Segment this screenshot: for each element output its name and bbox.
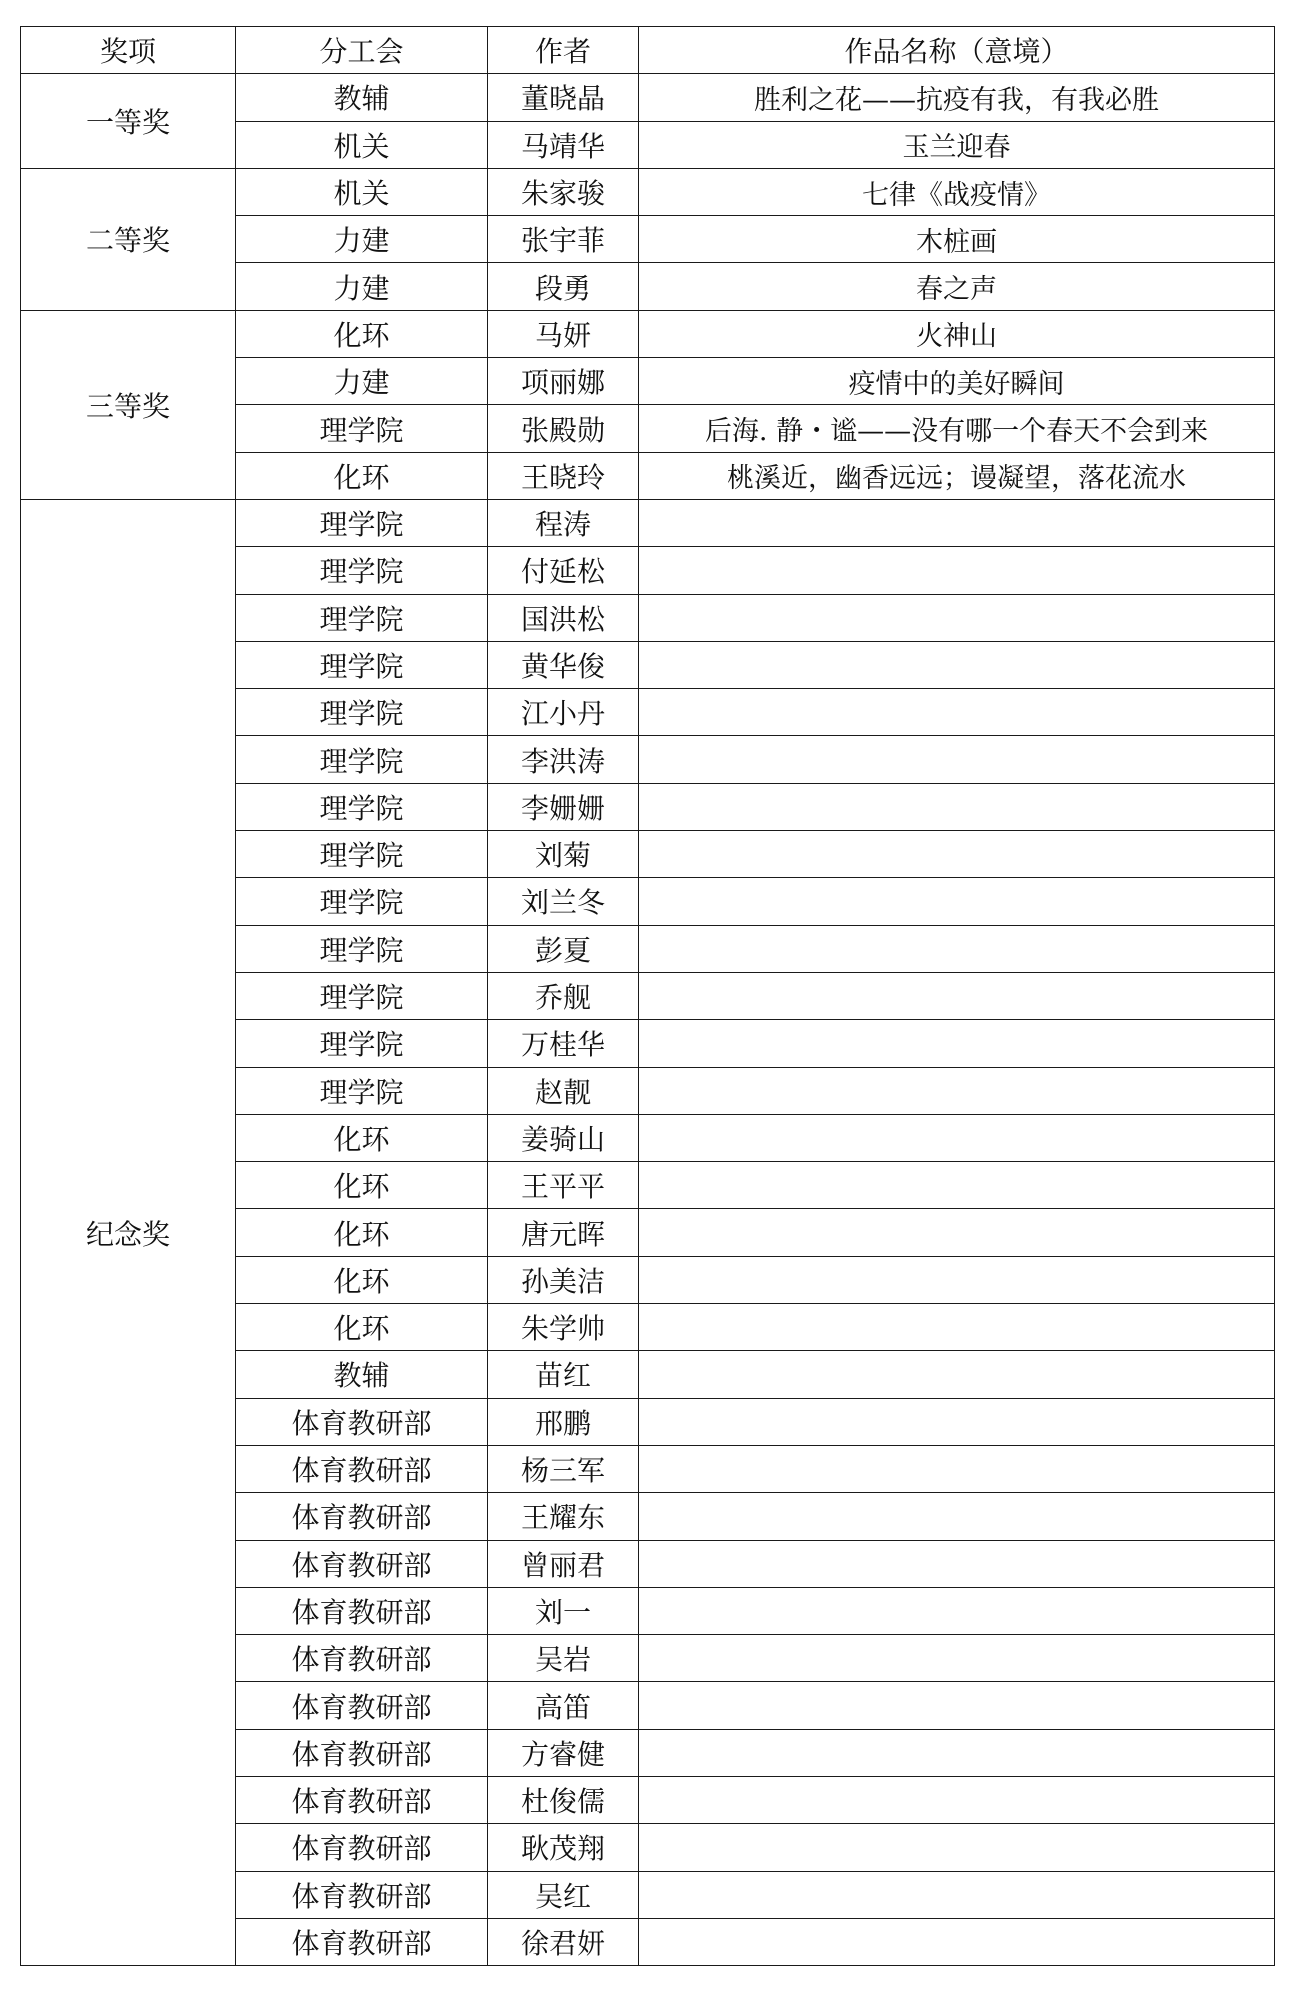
branch-cell: 化环 [236, 1256, 488, 1303]
author-cell: 马妍 [488, 310, 639, 357]
author-cell: 张殿勋 [488, 405, 639, 452]
branch-cell: 理学院 [236, 689, 488, 736]
author-cell: 邢鹏 [488, 1398, 639, 1445]
award-level-cell: 三等奖 [21, 310, 236, 499]
header-title: 作品名称（意境） [639, 27, 1275, 74]
award-table [20, 26, 1275, 1966]
work-title-cell [639, 547, 1275, 594]
work-title-cell [639, 499, 1275, 546]
work-title-cell [639, 1256, 1275, 1303]
branch-cell: 教辅 [236, 1351, 488, 1398]
work-title-cell [639, 1682, 1275, 1729]
author-cell: 方睿健 [488, 1729, 639, 1776]
work-title-cell [639, 1540, 1275, 1587]
award-level-cell: 二等奖 [21, 168, 236, 310]
branch-cell: 力建 [236, 263, 488, 310]
author-cell: 国洪松 [488, 594, 639, 641]
author-cell: 付延松 [488, 547, 639, 594]
branch-cell: 体育教研部 [236, 1776, 488, 1823]
author-cell: 王晓玲 [488, 452, 639, 499]
branch-cell: 化环 [236, 310, 488, 357]
branch-cell: 体育教研部 [236, 1918, 488, 1965]
author-cell: 吴岩 [488, 1635, 639, 1682]
work-title-cell [639, 1824, 1275, 1871]
work-title-cell [639, 1587, 1275, 1634]
work-title-cell: 七律《战疫情》 [639, 168, 1275, 215]
work-title-cell [639, 925, 1275, 972]
work-title-cell [639, 1067, 1275, 1114]
author-cell: 黄华俊 [488, 641, 639, 688]
author-cell: 王耀东 [488, 1493, 639, 1540]
work-title-cell: 疫情中的美好瞬间 [639, 358, 1275, 405]
branch-cell: 理学院 [236, 736, 488, 783]
work-title-cell: 玉兰迎春 [639, 121, 1275, 168]
author-cell: 唐元晖 [488, 1209, 639, 1256]
work-title-cell [639, 1493, 1275, 1540]
header-award: 奖项 [21, 27, 236, 74]
branch-cell: 理学院 [236, 783, 488, 830]
author-cell: 彭夏 [488, 925, 639, 972]
branch-cell: 理学院 [236, 405, 488, 452]
branch-cell: 化环 [236, 452, 488, 499]
branch-cell: 体育教研部 [236, 1682, 488, 1729]
branch-cell: 体育教研部 [236, 1587, 488, 1634]
header-author: 作者 [488, 27, 639, 74]
branch-cell: 机关 [236, 168, 488, 215]
branch-cell: 机关 [236, 121, 488, 168]
author-cell: 刘菊 [488, 831, 639, 878]
work-title-cell: 春之声 [639, 263, 1275, 310]
work-title-cell [639, 972, 1275, 1019]
branch-cell: 化环 [236, 1304, 488, 1351]
header-branch: 分工会 [236, 27, 488, 74]
work-title-cell [639, 594, 1275, 641]
branch-cell: 体育教研部 [236, 1398, 488, 1445]
author-cell: 董晓晶 [488, 74, 639, 121]
author-cell: 朱家骏 [488, 168, 639, 215]
branch-cell: 体育教研部 [236, 1493, 488, 1540]
branch-cell: 化环 [236, 1114, 488, 1161]
header-row [21, 27, 1275, 74]
author-cell: 吴红 [488, 1871, 639, 1918]
branch-cell: 理学院 [236, 594, 488, 641]
branch-cell: 体育教研部 [236, 1871, 488, 1918]
author-cell: 高笛 [488, 1682, 639, 1729]
author-cell: 杨三军 [488, 1445, 639, 1492]
author-cell: 程涛 [488, 499, 639, 546]
work-title-cell [639, 1398, 1275, 1445]
author-cell: 杜俊儒 [488, 1776, 639, 1823]
author-cell: 乔舰 [488, 972, 639, 1019]
work-title-cell [639, 1776, 1275, 1823]
work-title-cell [639, 783, 1275, 830]
author-cell: 曾丽君 [488, 1540, 639, 1587]
work-title-cell [639, 1209, 1275, 1256]
branch-cell: 化环 [236, 1209, 488, 1256]
work-title-cell: 后海. 静・谧——没有哪一个春天不会到来 [639, 405, 1275, 452]
author-cell: 段勇 [488, 263, 639, 310]
work-title-cell [639, 878, 1275, 925]
work-title-cell [639, 1114, 1275, 1161]
branch-cell: 理学院 [236, 972, 488, 1019]
branch-cell: 理学院 [236, 499, 488, 546]
branch-cell: 体育教研部 [236, 1729, 488, 1776]
branch-cell: 体育教研部 [236, 1824, 488, 1871]
work-title-cell [639, 1445, 1275, 1492]
branch-cell: 体育教研部 [236, 1635, 488, 1682]
work-title-cell [639, 1918, 1275, 1965]
author-cell: 张宇菲 [488, 216, 639, 263]
author-cell: 赵靓 [488, 1067, 639, 1114]
work-title-cell [639, 641, 1275, 688]
work-title-cell: 木桩画 [639, 216, 1275, 263]
branch-cell: 力建 [236, 216, 488, 263]
author-cell: 姜骑山 [488, 1114, 639, 1161]
author-cell: 江小丹 [488, 689, 639, 736]
author-cell: 孙美洁 [488, 1256, 639, 1303]
author-cell: 李姗姗 [488, 783, 639, 830]
branch-cell: 教辅 [236, 74, 488, 121]
author-cell: 马靖华 [488, 121, 639, 168]
award-table-body [21, 74, 1275, 1966]
branch-cell: 化环 [236, 1162, 488, 1209]
table-row [21, 499, 1275, 546]
author-cell: 刘一 [488, 1587, 639, 1634]
author-cell: 万桂华 [488, 1020, 639, 1067]
author-cell: 朱学帅 [488, 1304, 639, 1351]
work-title-cell: 桃溪近，幽香远远；谩凝望，落花流水 [639, 452, 1275, 499]
branch-cell: 理学院 [236, 1020, 488, 1067]
author-cell: 王平平 [488, 1162, 639, 1209]
work-title-cell: 火神山 [639, 310, 1275, 357]
work-title-cell [639, 736, 1275, 783]
author-cell: 徐君妍 [488, 1918, 639, 1965]
work-title-cell [639, 1351, 1275, 1398]
award-level-cell: 纪念奖 [21, 499, 236, 1965]
work-title-cell [639, 1304, 1275, 1351]
branch-cell: 理学院 [236, 547, 488, 594]
branch-cell: 理学院 [236, 641, 488, 688]
branch-cell: 理学院 [236, 831, 488, 878]
branch-cell: 体育教研部 [236, 1445, 488, 1492]
branch-cell: 力建 [236, 358, 488, 405]
author-cell: 项丽娜 [488, 358, 639, 405]
branch-cell: 理学院 [236, 878, 488, 925]
author-cell: 苗红 [488, 1351, 639, 1398]
award-level-cell: 一等奖 [21, 74, 236, 169]
author-cell: 李洪涛 [488, 736, 639, 783]
work-title-cell [639, 1729, 1275, 1776]
branch-cell: 体育教研部 [236, 1540, 488, 1587]
branch-cell: 理学院 [236, 925, 488, 972]
table-row [21, 310, 1275, 357]
author-cell: 刘兰冬 [488, 878, 639, 925]
work-title-cell [639, 689, 1275, 736]
work-title-cell [639, 1871, 1275, 1918]
branch-cell: 理学院 [236, 1067, 488, 1114]
table-row [21, 168, 1275, 215]
work-title-cell: 胜利之花——抗疫有我，有我必胜 [639, 74, 1275, 121]
author-cell: 耿茂翔 [488, 1824, 639, 1871]
work-title-cell [639, 1162, 1275, 1209]
table-row [21, 74, 1275, 121]
work-title-cell [639, 831, 1275, 878]
work-title-cell [639, 1020, 1275, 1067]
work-title-cell [639, 1635, 1275, 1682]
